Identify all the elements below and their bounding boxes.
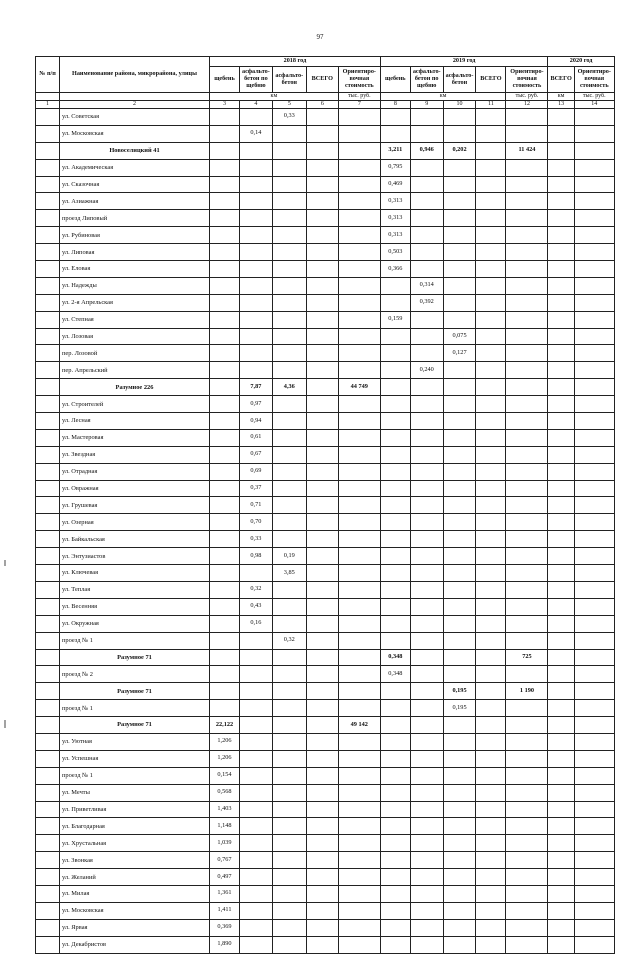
cell-2019-gravel: 0,366 — [380, 261, 410, 278]
cell-name: ул. Азиажная — [60, 193, 210, 210]
cell-2018-gravel: 1,206 — [210, 750, 240, 767]
header-2019-cost: Ориентиро-вочная стоимость — [506, 67, 548, 93]
cell-name: ул. Звонкая — [60, 852, 210, 869]
header-2018-total: ВСЕГО — [306, 67, 338, 93]
header-index: № п/п — [36, 57, 60, 93]
cell-name: проезд № 2 — [60, 666, 210, 683]
cell-name: ул. Московская — [60, 125, 210, 142]
cell-name: ул. Липовая — [60, 244, 210, 261]
cell-2019-asphalt: 0,195 — [443, 683, 476, 700]
column-number: 11 — [476, 101, 506, 109]
column-number: 9 — [410, 101, 443, 109]
cell-2019-gravel: 0,159 — [380, 311, 410, 328]
cell-2019-total — [476, 919, 506, 936]
cell-2019-asphalt-gravel: 0,392 — [410, 294, 443, 311]
cell-name: ул. Благодарная — [60, 818, 210, 835]
cell-name: Разумное 71 — [60, 649, 210, 666]
cell-name: ул. Рубиновая — [60, 227, 210, 244]
cell-2020-total — [548, 936, 574, 953]
header-year-2019: 2019 год — [380, 57, 548, 67]
column-number: 6 — [306, 101, 338, 109]
cell-name: Разумное 226 — [60, 379, 210, 396]
cell-2020-total — [548, 919, 574, 936]
cell-2018-gravel: 0,369 — [210, 919, 240, 936]
cell-name: ул. Строителей — [60, 396, 210, 413]
cell-2019-asphalt — [443, 936, 476, 953]
cell-name: ул. Декабристов — [60, 936, 210, 953]
cell-2018-cost: 49 142 — [338, 717, 380, 734]
cell-2018-asphalt-gravel: 0,16 — [240, 615, 273, 632]
header-2019-asphalt: асфальто-бетон — [443, 67, 476, 93]
cell-2019-asphalt-gravel — [410, 919, 443, 936]
cell-name: ул. Озерная — [60, 514, 210, 531]
cell-2018-asphalt: 0,32 — [272, 632, 306, 649]
cell-2018-asphalt: 3,85 — [272, 565, 306, 582]
cell-2018-asphalt-gravel: 0,98 — [240, 548, 273, 565]
cell-2019-cost: 725 — [506, 649, 548, 666]
column-number: 1 — [36, 101, 60, 109]
cell-2019-asphalt: 0,195 — [443, 700, 476, 717]
cell-2018-gravel: 1,890 — [210, 936, 240, 953]
cell-name: ул. Ключевая — [60, 565, 210, 582]
cell-2018-asphalt: 0,33 — [272, 109, 306, 126]
cell-name: ул. Окружная — [60, 615, 210, 632]
cell-name: проезд № 1 — [60, 767, 210, 784]
cell-2018-gravel: 1,403 — [210, 801, 240, 818]
cell-name: ул. Байкальская — [60, 531, 210, 548]
cell-2019-cost — [506, 936, 548, 953]
cell-2019-asphalt — [443, 919, 476, 936]
header-unit-cost: тыс. руб. — [338, 93, 380, 101]
cell-2019-gravel: 0,795 — [380, 159, 410, 176]
header-2020-cost: Ориентиро-вочная стоимость — [574, 67, 614, 93]
column-number: 5 — [272, 101, 306, 109]
cell-name: ул. Степная — [60, 311, 210, 328]
cell-name: ул. Теплая — [60, 581, 210, 598]
cell-2018-gravel: 0,767 — [210, 852, 240, 869]
header-2019-gravel: щебень — [380, 67, 410, 93]
cell-2018-asphalt-gravel: 0,37 — [240, 480, 273, 497]
cell-name: ул. Сказочная — [60, 176, 210, 193]
cell-name: проезд № 1 — [60, 700, 210, 717]
column-number: 14 — [574, 101, 614, 109]
cell-name: ул. Хрустальная — [60, 835, 210, 852]
cell-2019-asphalt-gravel: 0,314 — [410, 277, 443, 294]
cell-2018-gravel: 1,411 — [210, 902, 240, 919]
cell-2019-gravel: 0,348 — [380, 666, 410, 683]
cell-2019-gravel: 0,313 — [380, 210, 410, 227]
cell-2018-gravel: 1,039 — [210, 835, 240, 852]
header-unit-km: км — [380, 93, 506, 101]
cell-2018-gravel: 1,361 — [210, 885, 240, 902]
cell-2019-gravel: 0,313 — [380, 193, 410, 210]
cell-2019-cost — [506, 919, 548, 936]
cell-2020-cost — [574, 919, 614, 936]
cell-2019-gravel: 0,348 — [380, 649, 410, 666]
column-number: 7 — [338, 101, 380, 109]
cell-2018-gravel: 0,497 — [210, 869, 240, 886]
cell-name: Новоселицкий 41 — [60, 142, 210, 159]
header-2020-total: ВСЕГО — [548, 67, 574, 93]
cell-2018-asphalt-gravel: 0,67 — [240, 446, 273, 463]
cell-2019-gravel: 3,211 — [380, 142, 410, 159]
cell-2020-cost — [574, 936, 614, 953]
column-number: 3 — [210, 101, 240, 109]
cell-name: пер. Лозовой — [60, 345, 210, 362]
header-unit-km: км — [548, 93, 574, 101]
column-number: 10 — [443, 101, 476, 109]
cell-2018-asphalt-gravel: 7,87 — [240, 379, 273, 396]
cell-2018-asphalt-gravel: 0,71 — [240, 497, 273, 514]
cell-2019-total — [476, 936, 506, 953]
cell-name: ул. Уютная — [60, 733, 210, 750]
cell-name: ул. Отрадная — [60, 463, 210, 480]
cell-2018-total — [306, 936, 338, 953]
column-number: 13 — [548, 101, 574, 109]
column-number: 12 — [506, 101, 548, 109]
header-year-2020: 2020 год — [548, 57, 614, 67]
cell-2018-gravel: 0,154 — [210, 767, 240, 784]
cell-2018-asphalt-gravel: 0,97 — [240, 396, 273, 413]
header-unit-cost: тыс. руб. — [574, 93, 614, 101]
cell-name: ул. Весенняя — [60, 598, 210, 615]
cell-name: ул. Ярвая — [60, 919, 210, 936]
cell-2018-asphalt-gravel — [240, 919, 273, 936]
header-year-2018: 2018 год — [210, 57, 381, 67]
header-2019-asphalt-gravel: асфальто-бетон по щебню — [410, 67, 443, 93]
header-unit-cost: тыс. руб. — [506, 93, 548, 101]
cell-name: ул. Надежды — [60, 277, 210, 294]
cell-name: ул. Лозовая — [60, 328, 210, 345]
cell-2018-asphalt-gravel: 0,70 — [240, 514, 273, 531]
table-row — [36, 919, 615, 936]
cell-2019-asphalt-gravel: 0,946 — [410, 142, 443, 159]
cell-name: ул. Приветливая — [60, 801, 210, 818]
column-number: 2 — [60, 101, 210, 109]
cell-name: ул. Энтузиастов — [60, 548, 210, 565]
header-2018-gravel: щебень — [210, 67, 240, 93]
cell-name: ул. Лесная — [60, 413, 210, 430]
cell-name: проезд Липовый — [60, 210, 210, 227]
cell-2018-asphalt — [272, 919, 306, 936]
cell-2018-asphalt-gravel: 0,94 — [240, 413, 273, 430]
cell-2019-asphalt-gravel: 0,240 — [410, 362, 443, 379]
cell-2019-gravel — [380, 919, 410, 936]
cell-2018-asphalt-gravel: 0,14 — [240, 125, 273, 142]
header-2018-asphalt-gravel: асфальто-бетон по щебню — [240, 67, 273, 93]
cell-2018-asphalt — [272, 936, 306, 953]
cell-2019-cost: 1 190 — [506, 683, 548, 700]
table-row — [36, 936, 615, 953]
cell-name: ул. 2-я Апрельская — [60, 294, 210, 311]
cell-2018-asphalt-gravel: 0,43 — [240, 598, 273, 615]
cell-2018-asphalt-gravel: 0,69 — [240, 463, 273, 480]
cell-name: ул. Мастеровая — [60, 429, 210, 446]
header-name: Наименование района, микрорайона, улицы — [60, 57, 210, 93]
header-2018-cost: Ориентиро-вочная стоимость — [338, 67, 380, 93]
cell-index — [36, 919, 60, 936]
header-unit-km: км — [210, 93, 339, 101]
cell-name: ул. Овражная — [60, 480, 210, 497]
cell-2018-cost: 44 749 — [338, 379, 380, 396]
cell-name: проезд № 1 — [60, 632, 210, 649]
cell-2019-asphalt-gravel — [410, 936, 443, 953]
cell-name: ул. Мечты — [60, 784, 210, 801]
cell-name: ул. Еловая — [60, 261, 210, 278]
cell-name: ул. Желаний — [60, 869, 210, 886]
cell-2019-gravel — [380, 936, 410, 953]
cell-2018-gravel: 1,148 — [210, 818, 240, 835]
cell-name: ул. Милая — [60, 885, 210, 902]
cell-name: пер. Апрельский — [60, 362, 210, 379]
cell-2018-gravel: 1,206 — [210, 733, 240, 750]
cell-2018-asphalt: 0,19 — [272, 548, 306, 565]
cell-2019-gravel: 0,313 — [380, 227, 410, 244]
page-number: 97 — [316, 33, 324, 41]
cell-2018-asphalt: 4,36 — [272, 379, 306, 396]
cell-name: Разумное 71 — [60, 717, 210, 734]
cell-name: ул. Грушевая — [60, 497, 210, 514]
cell-2018-total — [306, 919, 338, 936]
header-2019-total: ВСЕГО — [476, 67, 506, 93]
header-2018-asphalt: асфальто-бетон — [272, 67, 306, 93]
cell-2019-asphalt: 0,202 — [443, 142, 476, 159]
cell-2019-gravel: 0,503 — [380, 244, 410, 261]
cell-2018-gravel: 0,568 — [210, 784, 240, 801]
cell-name: ул. Успешная — [60, 750, 210, 767]
cell-name: Разумное 71 — [60, 683, 210, 700]
cell-2018-asphalt-gravel — [240, 936, 273, 953]
cell-2018-cost — [338, 919, 380, 936]
cell-name: ул. Звездная — [60, 446, 210, 463]
cell-name: ул. Советская — [60, 109, 210, 126]
cell-2018-asphalt-gravel: 0,61 — [240, 429, 273, 446]
cell-2018-cost — [338, 936, 380, 953]
column-number: 4 — [240, 101, 273, 109]
column-number: 8 — [380, 101, 410, 109]
cell-2018-gravel: 22,122 — [210, 717, 240, 734]
cell-2018-asphalt-gravel: 0,32 — [240, 581, 273, 598]
cell-2018-asphalt-gravel: 0,33 — [240, 531, 273, 548]
cell-2019-gravel: 0,469 — [380, 176, 410, 193]
cell-name: ул. Академическая — [60, 159, 210, 176]
cell-name: ул. Московская — [60, 902, 210, 919]
cell-2019-asphalt: 0,075 — [443, 328, 476, 345]
cell-2019-asphalt: 0,127 — [443, 345, 476, 362]
cell-index — [36, 936, 60, 953]
cell-2019-cost: 11 424 — [506, 142, 548, 159]
